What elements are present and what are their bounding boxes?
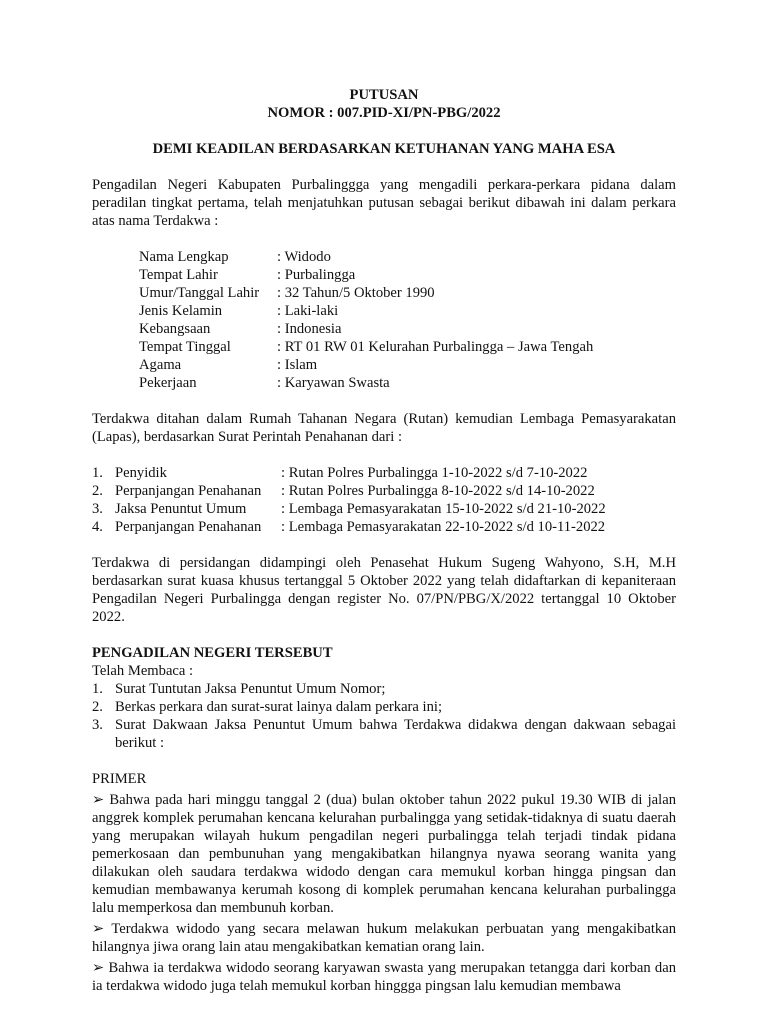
court-heading: PENGADILAN NEGERI TERSEBUT <box>92 645 333 661</box>
detention-value: : Rutan Polres Purbalingga 1-10-2022 s/d 7-10-2022 <box>281 465 588 481</box>
detention-value: : Rutan Polres Purbalingga 8-10-2022 s/d 14-10-2022 <box>281 483 595 499</box>
read-text: Surat Tuntutan Jaksa Penuntut Umum Nomor; <box>115 681 386 697</box>
identity-label: Kebangsaan <box>139 321 211 337</box>
counsel-paragraph: Terdakwa di persidangan didampingi oleh Penasehat Hukum Sugeng Wahyono, S.H, M.H berdasarkan surat kuasa khusus tertanggal 5 Oktober 2022 yang telah didaftarkan di kepaniteraan Pengadilan Negeri Purbalingga dengan register No. 07/PN/PBG/X/2022 tertanggal 10 Oktober 2022. <box>92 555 676 625</box>
read-item <box>92 698 676 716</box>
identity-row <box>139 284 593 302</box>
detention-label: Penyidik <box>115 465 167 481</box>
identity-row <box>139 320 593 338</box>
detention-value: : Lembaga Pemasyarakatan 22-10-2022 s/d 10-11-2022 <box>281 519 606 535</box>
detention-item <box>92 482 676 500</box>
identity-row <box>139 374 593 392</box>
identity-label: Pekerjaan <box>139 375 197 391</box>
primer-heading: PRIMER <box>92 771 147 787</box>
detention-number: 2. <box>92 483 103 499</box>
identity-row <box>139 338 593 356</box>
identity-value: : Islam <box>277 357 318 373</box>
read-text: Surat Dakwaan Jaksa Penuntut Umum bahwa Terdakwa didakwa dengan dakwaan sebagai berikut : <box>115 717 676 751</box>
detention-number: 1. <box>92 465 103 481</box>
identity-label: Nama Lengkap <box>139 249 229 265</box>
detention-item <box>92 518 676 536</box>
identity-value: : Purbalingga <box>277 267 356 283</box>
identity-value: : Indonesia <box>277 321 342 337</box>
identity-label: Umur/Tanggal Lahir <box>139 285 260 301</box>
detention-item <box>92 500 676 518</box>
detention-label: Jaksa Penuntut Umum <box>115 501 247 517</box>
identity-row <box>139 248 593 266</box>
charge-bullet: ➢ Bahwa pada hari minggu tanggal 2 (dua) bulan oktober tahun 2022 pukul 19.30 WIB di jalan anggrek komplek perumahan kencana kelurahan purbalingga yang setidak-tidaknya di suatu daerah yang merupakan wilayah hukum pengadilan negeri purbalingga telah terjadi tindak pidana pemerkosaan dan pembunuhan yang mengakibatkan hilangnya nyawa seorang wanita yang dilakukan oleh saudara terdakwa widodo dengan cara memukul korban hingga pingsan dan kemudian membawanya kerumah kosong di komplek perumahan kencana kelurahan purbalingga lalu memperkosa dan membunuh korban. <box>92 792 676 916</box>
detention-list <box>92 464 676 536</box>
identity-label: Agama <box>139 357 182 373</box>
detention-label: Perpanjangan Penahanan <box>115 483 262 499</box>
identity-row <box>139 302 593 320</box>
detention-value: : Lembaga Pemasyarakatan 15-10-2022 s/d 21-10-2022 <box>281 501 606 517</box>
identity-label: Tempat Lahir <box>139 267 218 283</box>
read-label: Telah Membaca : <box>92 663 194 679</box>
identity-value: : 32 Tahun/5 Oktober 1990 <box>277 285 435 301</box>
detention-number: 3. <box>92 501 103 517</box>
charge-bullet: ➢ Terdakwa widodo yang secara melawan hukum melakukan perbuatan yang mengakibatkan hilangnya jiwa orang lain atau mengakibatkan kematian orang lain. <box>92 921 676 955</box>
detention-intro: Terdakwa ditahan dalam Rumah Tahanan Negara (Rutan) kemudian Lembaga Pemasyarakatan (Lapas), berdasarkan Surat Perintah Penahanan dari : <box>92 411 676 445</box>
read-item <box>92 680 676 698</box>
identity-row <box>139 356 593 374</box>
detention-label: Perpanjangan Penahanan <box>115 519 262 535</box>
detention-item <box>92 464 676 482</box>
identity-value: : Widodo <box>277 249 331 265</box>
identity-value: : Laki-laki <box>277 303 339 319</box>
read-list <box>92 680 676 752</box>
identity-row <box>139 266 593 284</box>
read-text: Berkas perkara dan surat-surat lainya dalam perkara ini; <box>115 699 442 715</box>
identity-value: : RT 01 RW 01 Kelurahan Purbalingga – Jawa Tengah <box>277 339 594 355</box>
document-number: NOMOR : 007.PID-XI/PN-PBG/2022 <box>267 105 501 121</box>
identity-label: Jenis Kelamin <box>139 303 223 319</box>
charge-bullet: ➢ Bahwa ia terdakwa widodo seorang karyawan swasta yang merupakan tetangga dari korban dan ia terdakwa widodo juga telah memukul korban hinggga pingsan lalu kemudian membawa <box>92 960 676 994</box>
defendant-identity-table <box>139 248 593 392</box>
document-title: PUTUSAN <box>349 87 419 103</box>
read-number: 3. <box>92 717 103 733</box>
identity-label: Tempat Tinggal <box>139 339 231 355</box>
detention-number: 4. <box>92 519 103 535</box>
identity-value: : Karyawan Swasta <box>277 375 390 391</box>
read-item <box>92 716 676 752</box>
read-number: 2. <box>92 699 103 715</box>
read-number: 1. <box>92 681 103 697</box>
document-motto: DEMI KEADILAN BERDASARKAN KETUHANAN YANG MAHA ESA <box>152 141 616 157</box>
intro-paragraph: Pengadilan Negeri Kabupaten Purbalinggga yang mengadili perkara-perkara pidana dalam peradilan tingkat pertama, telah menjatuhkan putusan sebagai berikut dibawah ini dalam perkara atas nama Terdakwa : <box>92 177 676 229</box>
